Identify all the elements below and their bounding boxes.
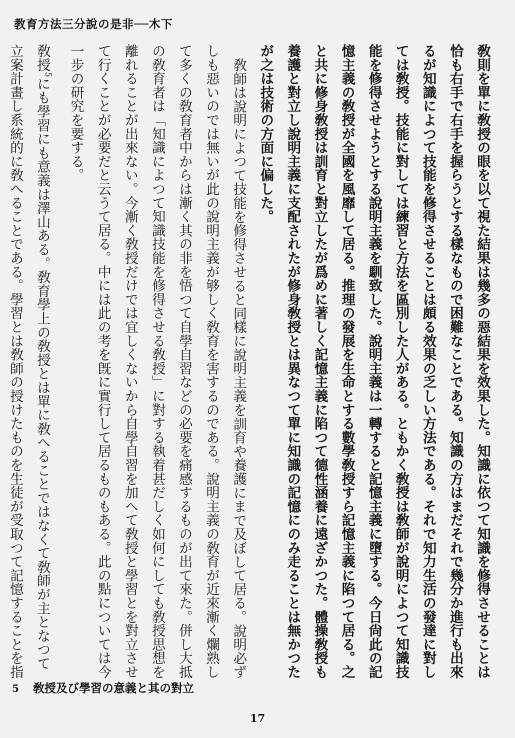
paragraph-text: にも學習にも意義は澤山ある。敎育學上の敎授とは單に敎へることではなくて敎師が主となつて立案計畫し系統的に敎へることである。學習とは敎師の授けたものを生徒が受取つて記憶することを指 <box>6 44 50 679</box>
running-header: 教育方法三分說の是非──木下 <box>14 17 173 31</box>
paragraph <box>251 44 495 680</box>
footnote-text: 敎授及び學習の意義と其の對立 <box>32 681 194 695</box>
body-text <box>5 44 495 680</box>
paragraph <box>5 44 62 680</box>
footnote-reference: 5 <box>43 71 53 77</box>
paragraph-text: 敎則を單に敎授の眼を以て視た結果は幾多の惡結果を效果した。知識に依つて知識を修得させることは恰も右手で右手を握らうとする樣なもので困難なことである。知識の方はまだそれで幾分か進行も出來るが知識によつて技能を修得させることは頗る效果の乏しい方法である。それで知力生活の發達に對しては敎授。技能に對しては練習と方法を區別した人がある。ともかく敎授は敎師が說明によつて知識技能を修得させようとする說明主義を馴致した。說明主義は一轉すると記憶主義に墮する。今日尙此の記憶主義の敎授が全國を風靡して居る。推理の發展を生命とする數學敎授すら記憶主義に陷つて居る。之と共に修身敎授は訓育と對立したが爲めに著しく記憶主義に陷つて德性涵養に遠ざかつた。體操敎授も養護と對立し說明主義に支配されたが修身敎授とは異なつて單に知識の記憶にのみ走ることは無かつたが之は技術の方面に偏した。 <box>257 44 490 679</box>
page-number: 17 <box>249 712 266 725</box>
footnote-marker: 5 <box>12 684 19 695</box>
paragraph <box>62 44 252 680</box>
paragraph-text: 敎 <box>33 44 50 58</box>
footnote <box>12 680 492 696</box>
paragraph-text: 授 <box>33 57 50 72</box>
paragraph-text: 敎師は說明によつて技能を修得させると同樣に說明主義を訓育や養護にまで及ぼして居る。說明必ずしも惡いのでは無いが此の說明主義が够しく敎育を害するのである。說明主義の敎育が近來漸く爛熟して多くの敎育者中からは漸く其の非を悟つて自學自習などの必要を痛感するものが出て來た。併し大抵の敎育者は「知識によつて知識技能を修得させる敎授」に對する執着甚だしく如何にしても敎授思想を離れることが出來ない。今漸く敎授だけでは宜しくないから自學自習を加へて敎授と學習とを對立させて行くことが必要だと云うて居る。中には此の考を旣に實行して居るものもある。此の點については今一步の研究を要する。 <box>67 44 247 679</box>
